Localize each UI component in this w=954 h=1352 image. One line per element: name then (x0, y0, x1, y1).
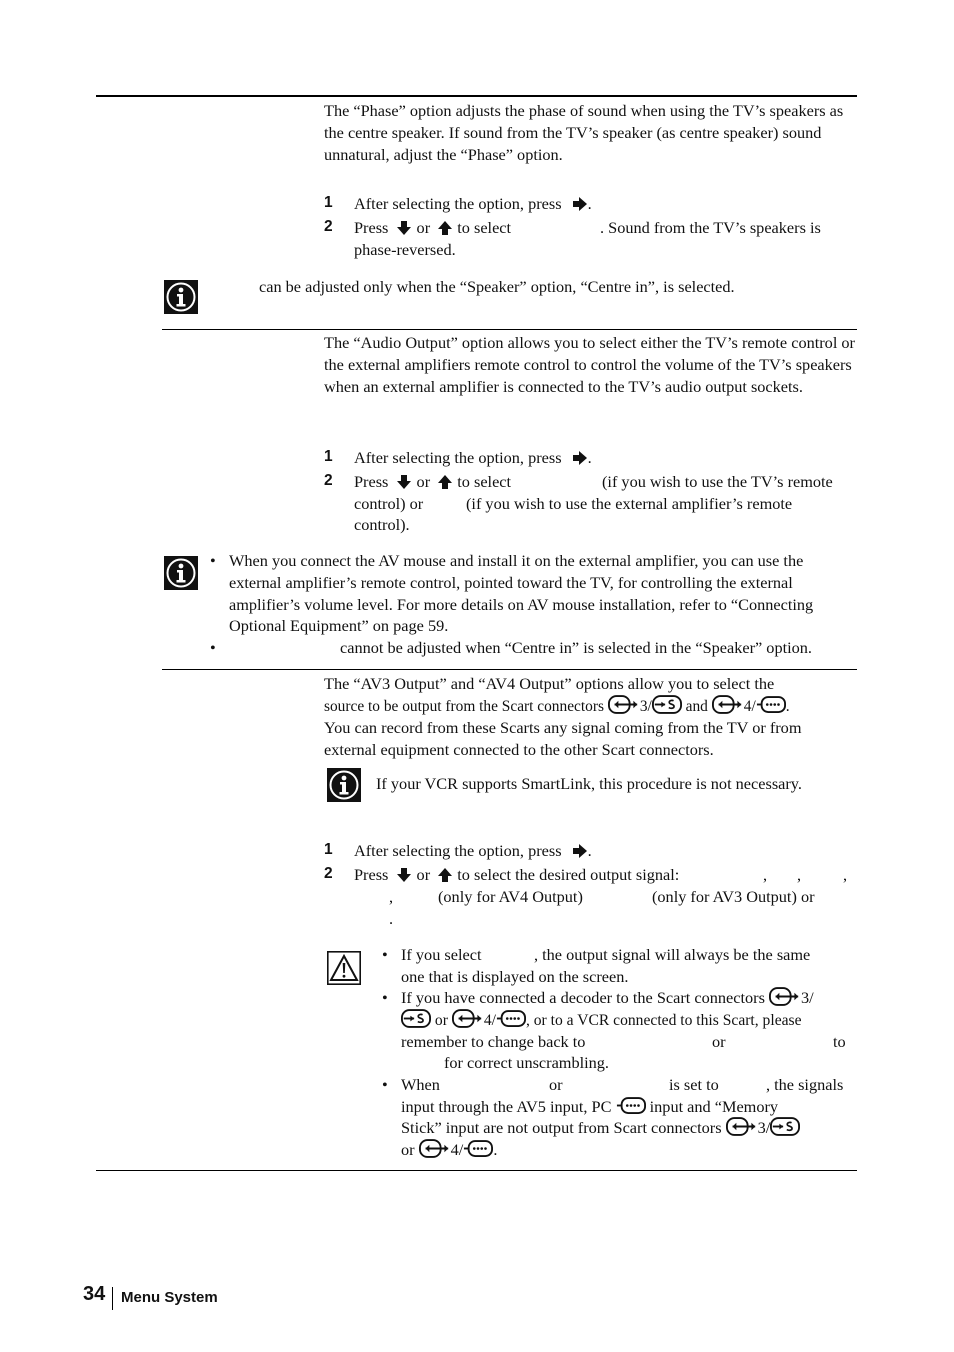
audio-step-2-text-c: (if you wish to use the TV’s remote (602, 472, 833, 491)
up-arrow-icon (437, 220, 453, 236)
right-arrow-icon (572, 843, 588, 859)
bottom-rule (96, 1170, 857, 1171)
footer-section-title: Menu System (121, 1289, 218, 1306)
info-icon (164, 280, 198, 314)
scart-icon (726, 1117, 758, 1136)
warning-1-a: If you select (401, 945, 482, 964)
warning-3-line-2: input through the AV5 input, PC input and “Memory (401, 1097, 779, 1116)
audio-step-2-text: Press or to select (354, 472, 512, 491)
s-video-icon (770, 1117, 800, 1136)
down-arrow-icon (396, 474, 412, 490)
warning-3-b: or (549, 1075, 563, 1094)
scart-icon (452, 1009, 484, 1028)
s-video-icon (401, 1009, 431, 1028)
list-separator: , (797, 865, 802, 884)
down-arrow-icon (396, 867, 412, 883)
phase-step-1-number: 1 (324, 194, 333, 211)
audio-step-2-text-d: control) or (354, 494, 424, 513)
s-video-icon (652, 695, 682, 714)
list-end-period: . (389, 909, 394, 928)
bullet-marker: • (210, 551, 216, 570)
scart-icon (608, 695, 640, 714)
phase-intro: The “Phase” option adjusts the phase of sound when using the TV’s speakers as the centre speaker. If sound from the TV’s speaker (as centre speaker) sound unnatural, adjust the “Phase” option. (324, 101, 844, 164)
phase-note: can be adjusted only when the “Speaker” option, “Centre in”, is selected. (259, 277, 735, 296)
scart-icon (712, 695, 744, 714)
audio-step-1-text: After selecting the option, press . (354, 448, 592, 467)
phase-step-2-text-c: . Sound from the TV’s speakers is (600, 218, 821, 237)
av-step-1-number: 1 (324, 841, 333, 858)
audio-note-2: cannot be adjusted when “Centre in” is selected in the “Speaker” option. (340, 638, 812, 657)
bullet-marker: • (210, 638, 216, 657)
audio-note-1: When you connect the AV mouse and install it on the external amplifier, you can use the external amplifier’s remote control, pointed toward the TV, for controlling the external amplifier’s volume level. For more details on AV mouse installation, refer to “Connecting Optional Equipment” on page 59. (229, 551, 814, 636)
audio-step-2-text-f: control). (354, 515, 410, 534)
list-separator: , (843, 865, 848, 884)
phase-step-1-text: After selecting the option, press . (354, 194, 592, 213)
av-step-2-text-c: (only for AV4 Output) (438, 887, 583, 906)
down-arrow-icon (396, 220, 412, 236)
page-number: 34 (83, 1283, 106, 1305)
warning-3-line-3: Stick” input are not output from Scart connectors 3/ (401, 1117, 800, 1139)
bullet-marker: • (382, 1075, 388, 1094)
right-arrow-icon (572, 450, 588, 466)
section-divider-av (162, 669, 857, 670)
scart-icon (419, 1139, 451, 1158)
warning-3-line-4: or 4/ . (401, 1140, 498, 1159)
warning-3-d: , the signals (766, 1075, 844, 1094)
bullet-marker: • (382, 988, 388, 1007)
warning-2-line-4: for correct unscrambling. (444, 1053, 610, 1072)
component-icon (496, 1009, 526, 1028)
component-icon (463, 1139, 493, 1158)
audio-output-intro: The “Audio Output” option allows you to select either the TV’s remote control or the external amplifiers remote control to control the volume of the TV’s speakers when an external amplifier is connected to the TV’s audio output sockets. (324, 333, 855, 396)
warning-2-line-3b: or (712, 1032, 726, 1051)
warning-2-line-3a: remember to change back to (401, 1032, 586, 1051)
up-arrow-icon (437, 867, 453, 883)
warning-3-a: When (401, 1075, 440, 1094)
warning-2-line-1: If you have connected a decoder to the Scart connectors 3/ (401, 988, 814, 1007)
av-intro-line-3: You can record from these Scarts any signal coming from the TV or from (324, 718, 802, 737)
info-icon (164, 556, 198, 590)
scart-icon (769, 987, 801, 1006)
phase-step-2-number: 2 (324, 218, 333, 235)
phase-step-2-text: Press or to select (354, 218, 512, 237)
av-intro-line-2: source to be output from the Scart connectors 3/ and 4/ . (324, 695, 790, 718)
audio-step-2-text-e: (if you wish to use the external amplifier’s remote (466, 494, 793, 513)
warning-icon (327, 951, 361, 985)
warning-1-c: one that is displayed on the screen. (401, 967, 629, 986)
av-intro-line-1: The “AV3 Output” and “AV4 Output” options allow you to select the (324, 674, 775, 693)
component-icon (616, 1096, 646, 1115)
av-intro-line-4: external equipment connected to the other Scart connectors. (324, 740, 714, 759)
phase-step-2-text-d: phase-reversed. (354, 240, 456, 259)
av-step-2-text-d: (only for AV3 Output) or (652, 887, 815, 906)
component-icon (756, 695, 786, 714)
av-step-2-number: 2 (324, 865, 333, 882)
top-rule (96, 95, 857, 97)
av-step-2-text: Press or to select the desired output signal: (354, 865, 680, 884)
footer-divider (112, 1287, 113, 1310)
audio-step-1-number: 1 (324, 448, 333, 465)
list-separator: , (389, 887, 394, 906)
info-icon (327, 768, 361, 802)
up-arrow-icon (437, 474, 453, 490)
bullet-marker: • (382, 945, 388, 964)
right-arrow-icon (572, 196, 588, 212)
audio-step-2-number: 2 (324, 472, 333, 489)
av-step-1-text: After selecting the option, press . (354, 841, 592, 860)
warning-1-b: , the output signal will always be the same (534, 945, 811, 964)
warning-3-c: is set to (669, 1075, 719, 1094)
section-divider-audio (162, 329, 857, 330)
list-separator: , (763, 865, 768, 884)
av-smartlink-note: If your VCR supports SmartLink, this procedure is not necessary. (376, 774, 802, 793)
warning-2-line-2: or 4/ , or to a VCR connected to this Scart, please (401, 1009, 802, 1032)
warning-2-line-3c: to (833, 1032, 846, 1051)
